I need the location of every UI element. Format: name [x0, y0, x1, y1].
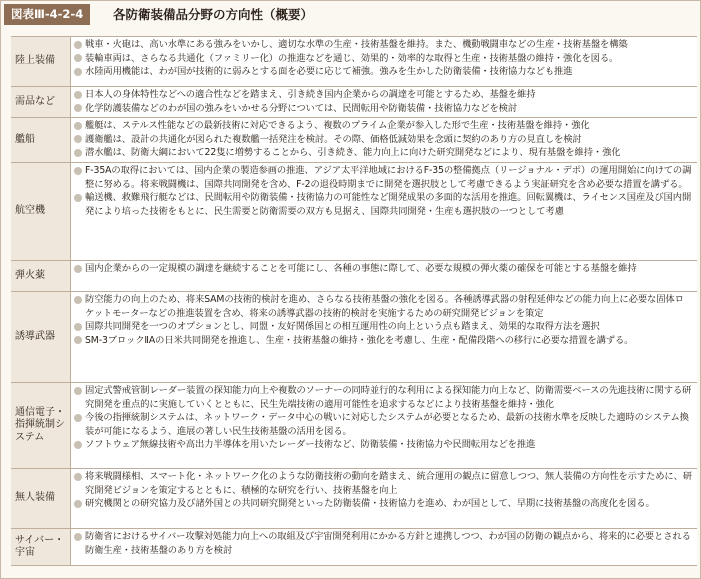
- list-item: [74, 438, 693, 452]
- item-text: ソフトウェア無線技術や高出力半導体を用いたレーダー技術など、防衛装備・技術協力や民間転用などを推進: [85, 439, 536, 450]
- bullet-icon: [74, 336, 82, 344]
- item-text: 護衛艦は、設計の共通化が図られた複数艦一括発注を検討。その際、価格低減効果を念頭に契約のあり方の見直しを検討: [85, 133, 582, 145]
- table-row: [11, 118, 697, 163]
- bullet-icon: [74, 149, 82, 157]
- list-item: [74, 52, 693, 66]
- list-item: [74, 262, 693, 276]
- table-row: [11, 87, 697, 118]
- category-cell: 通信電子・指揮統制システム: [11, 383, 71, 468]
- table-row: [11, 292, 697, 383]
- list-item: [74, 102, 693, 116]
- bullet-icon: [74, 122, 82, 130]
- figure-title: 各防衛装備品分野の方向性（概要）: [113, 7, 314, 22]
- items-cell: [71, 469, 697, 528]
- list-item: [74, 320, 693, 334]
- item-text: 装輪車両は、さらなる共通化（ファミリー化）の推進などを通じ、効果的・効率的な取得と生産・技術基盤の維持・強化を図る。: [85, 52, 619, 64]
- bullet-icon: [74, 104, 82, 112]
- items-cell: [71, 292, 697, 382]
- bullet-icon: [74, 296, 82, 304]
- item-text: 固定式警戒管制レーダー装置の探知能力向上や複数のソーナーの同時並行的な利用による探知能力向上など、防衛需要ベースの先進技術に関する研究開発を重点的に実施していくとともに、民生先端技術の適用可能性を追求するなどにより技術基盤を維持・強化: [85, 385, 692, 410]
- category-cell: サイバー・宇宙: [11, 529, 71, 565]
- items-cell: [71, 118, 697, 162]
- bullet-icon: [74, 167, 82, 175]
- list-item: [74, 293, 693, 320]
- list-item: [74, 411, 693, 438]
- item-text: SM-3ブロックⅡAの日米共同開発を推進し、生産・技術基盤の維持・強化を考慮し、生産・配備段階への移行に必要な措置を講ずる。: [85, 334, 634, 346]
- table-row: [11, 261, 697, 292]
- bullet-icon: [74, 473, 82, 481]
- category-cell: 需品など: [11, 87, 71, 117]
- item-text: 水陸両用機能は、わが国が技術的に弱みとする面を必要に応じて補強。強みを生かした防衛装備・技術協力なども推進: [85, 66, 573, 77]
- list-item: [74, 133, 693, 147]
- items-cell: [71, 261, 697, 291]
- bullet-icon: [74, 194, 82, 202]
- item-text: F-35Aの取得においては、国内企業の製造参画の推進、アジア太平洋地域におけるF-35の整備拠点（リージョナル・デポ）の運用開始に向けての調整に努める。将来戦闘機は、国際共同開発を含め、F-2の退役時期までに開発を選択肢として考慮できるよう実証研究を含め必要な措置を講ずる。: [85, 165, 692, 190]
- table-row: [11, 529, 697, 566]
- table-row: [11, 37, 697, 87]
- table-row: [11, 163, 697, 261]
- item-text: 防空能力の向上のため、将来SAMの技術的検討を進め、さらなる技術基盤の強化を図る。各種誘導武器の射程延伸などの能力向上に必要な固体ロケットモーターなどの推進装置を含め、将来の誘導武器の技術的検討を実施するための研究開発ビジョンを策定: [85, 294, 684, 319]
- items-cell: [71, 383, 697, 468]
- item-text: 研究機関との研究協力及び諸外国との共同研究開発といった防衛装備・技術協力を進め、わが国として、早期に技術基盤の高度化を図る。: [85, 498, 655, 509]
- item-text: 戦車・火砲は、高い水準にある強みをいかし、適切な水準の生産・技術基盤を維持。また、機動戦闘車などの生産・技術基盤を構築: [85, 39, 628, 50]
- item-text: 国内企業からの一定規模の調達を継続することを可能にし、各種の事態に際して、必要な規模の弾火薬の確保を可能とする基盤を維持: [85, 263, 637, 274]
- item-text: 化学防護装備などのわが国の強みをいかせる分野については、民間転用や防衛装備・技術協力などを検討: [85, 102, 518, 114]
- items-cell: [71, 37, 697, 86]
- table-row: [11, 383, 697, 469]
- bullet-icon: [74, 265, 82, 273]
- table-row: [11, 469, 697, 529]
- list-item: [74, 38, 693, 52]
- item-text: 潜水艦は、防衛大綱において22隻に増勢することから、引き続き、能力向上に向けた研究開発などにより、現有基盤を維持・強化: [85, 147, 621, 158]
- figure-header: [1, 1, 700, 29]
- bullet-icon: [74, 54, 82, 62]
- item-text: 艦艇は、ステルス性能などの最新技術に対応できるよう、複数のプライム企業が参入した形で生産・技術基盤を維持・強化: [85, 120, 590, 131]
- bullet-icon: [74, 41, 82, 49]
- list-item: [74, 146, 693, 160]
- category-cell: 弾火薬: [11, 261, 71, 291]
- list-item: [74, 65, 693, 79]
- bullet-icon: [74, 323, 82, 331]
- list-item: [74, 88, 693, 102]
- bullet-icon: [74, 387, 82, 395]
- bullet-icon: [74, 135, 82, 143]
- list-item: [74, 530, 693, 557]
- bullet-icon: [74, 68, 82, 76]
- item-text: 輸送機、救難飛行艇などは、民間転用や防衛装備・技術協力の可能性など開発成果の多面的な活用を推進。回転翼機は、ライセンス国産及び国内開発により培った技術をもとに、民生需要と防衛需要の双方も見据え、国際共同開発・生産も選択肢の一つとして考慮: [85, 192, 692, 217]
- list-item: [74, 191, 693, 218]
- bullet-icon: [74, 533, 82, 541]
- category-cell: 航空機: [11, 163, 71, 260]
- category-cell: 陸上装備: [11, 37, 71, 86]
- bullet-icon: [74, 441, 82, 449]
- item-text: 今後の指揮統制システムは、ネットワーク・データ中心の戦いに対応したシステムが必要となるため、最新の技術水準を反映した適時のシステム換装が可能になるよう、進展の著しい民生技術基盤の活用を図る。: [85, 412, 689, 437]
- items-cell: [71, 529, 697, 565]
- category-cell: 艦船: [11, 118, 71, 162]
- list-item: [74, 164, 693, 191]
- category-cell: 誘導武器: [11, 292, 71, 382]
- item-text: 将来戦闘様相、スマート化・ネットワーク化のような防衛技術の動向を踏まえ、統合運用の観点に留意しつつ、無人装備の方向性を示すために、研究開発ビジョンを策定するとともに、積極的な研究を行い、技術基盤を向上: [85, 471, 692, 496]
- items-cell: [71, 163, 697, 260]
- bullet-icon: [74, 91, 82, 99]
- bullet-icon: [74, 500, 82, 508]
- direction-table: [11, 36, 697, 566]
- category-cell: 無人装備: [11, 469, 71, 528]
- item-text: 国際共同開発を一つのオプションとし、同盟・友好関係国との相互運用性の向上という点も踏まえ、効果的な取得方法を選択: [85, 321, 600, 332]
- figure-number-label: 図表Ⅲ-4-2-4: [4, 4, 90, 25]
- list-item: [74, 384, 693, 411]
- item-text: 日本人の身体特性などへの適合性などを踏まえ、引き続き国内企業からの調達を可能とするため、基盤を維持: [85, 89, 536, 100]
- list-item: [74, 119, 693, 133]
- list-item: [74, 470, 693, 497]
- list-item: [74, 497, 693, 511]
- bullet-icon: [74, 414, 82, 422]
- list-item: [74, 334, 693, 348]
- items-cell: [71, 87, 697, 117]
- item-text: 防衛省におけるサイバー攻撃対処能力向上への取組及び宇宙開発利用にかかる方針と連携しつつ、わが国の防衛の観点から、将来的に必要とされる防衛生産・技術基盤のあり方を検討: [85, 531, 691, 556]
